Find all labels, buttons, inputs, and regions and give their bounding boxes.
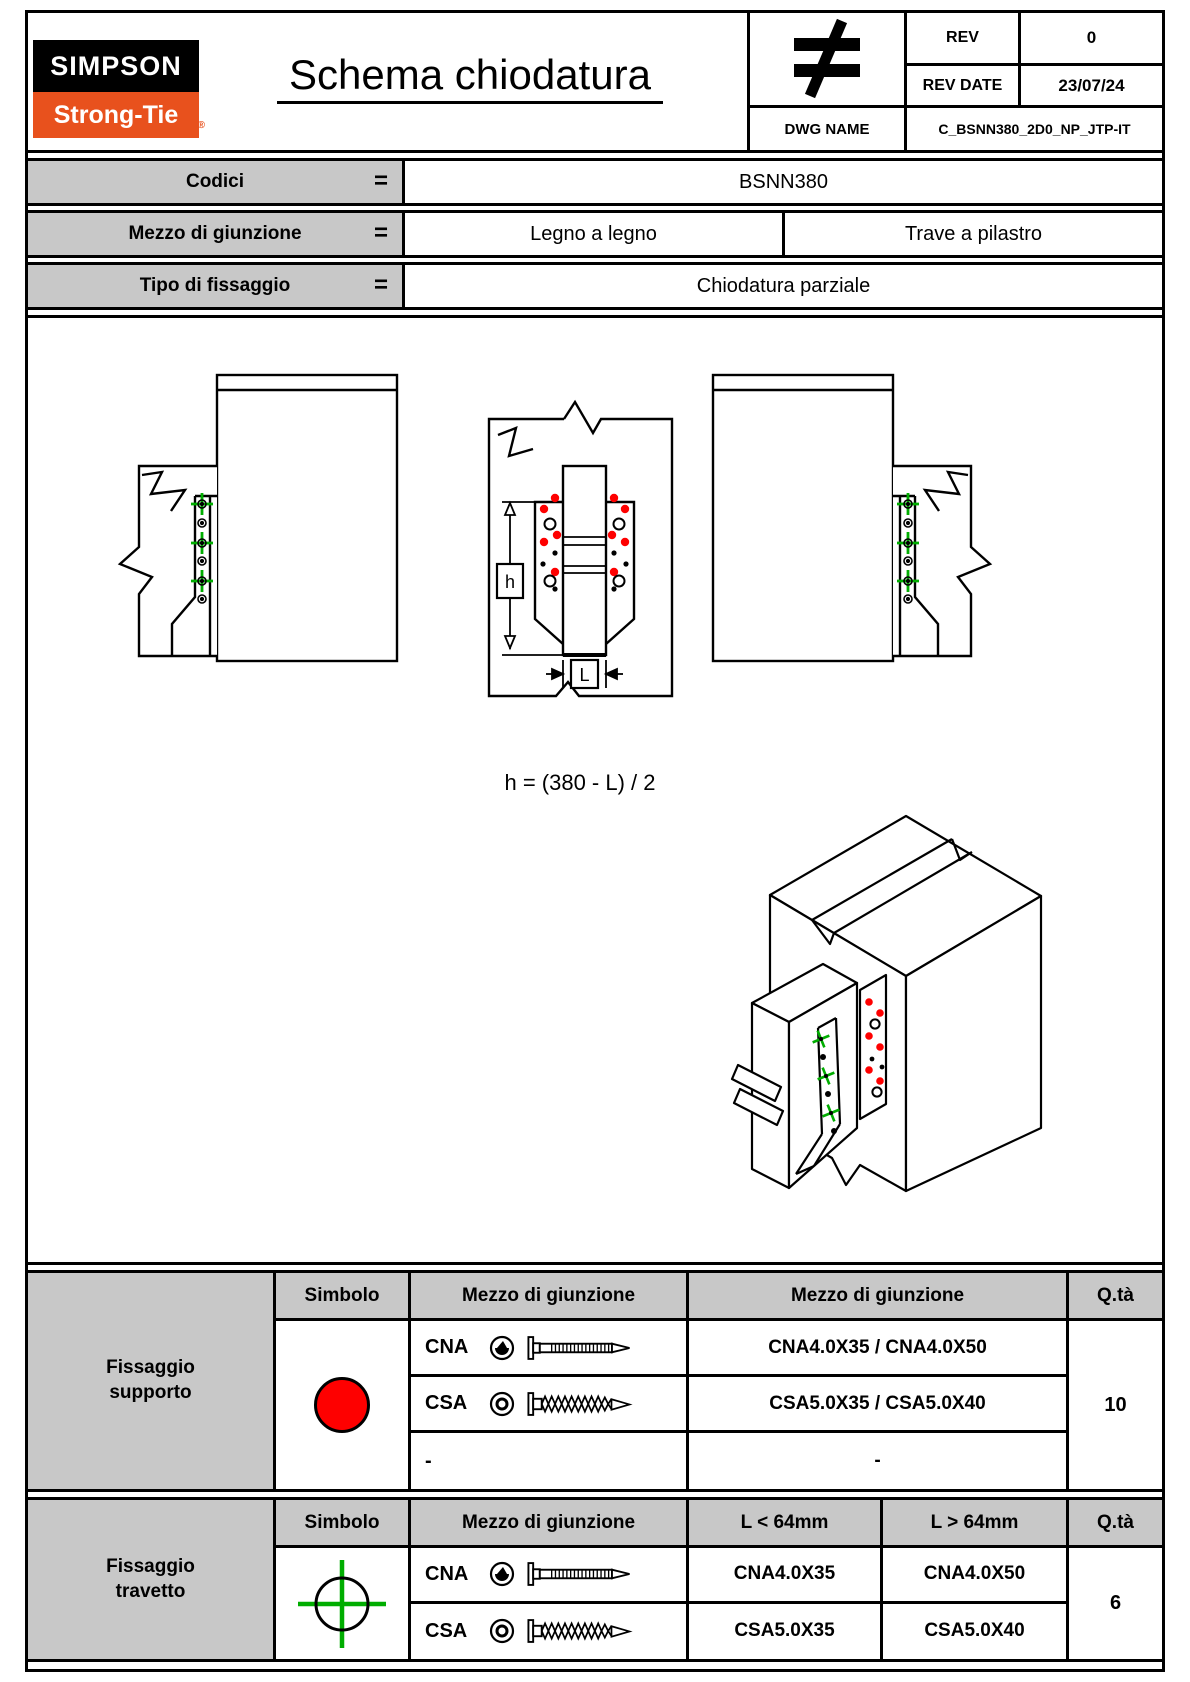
csa-l-large: CSA5.0X40 (883, 1604, 1069, 1660)
joist-fastening-table (28, 1497, 1162, 1662)
csa-fastener-cell (411, 1377, 689, 1433)
page-title: Schema chiodatura (277, 51, 663, 104)
info-row-codici (28, 158, 1162, 206)
equals-sign: = (373, 167, 388, 195)
cna-fastener-cell (411, 1321, 689, 1377)
support-row-label-cell: Fissaggio supporto (28, 1273, 276, 1489)
cna-code: CNA (425, 1562, 469, 1585)
rev-date-value: 23/07/24 (1018, 66, 1162, 108)
logo-simpson: SIMPSON (33, 40, 199, 92)
rev-value: 0 (1018, 13, 1162, 66)
col-header-simbolo: Simbolo (276, 1273, 411, 1321)
dwg-name-label: DWG NAME (784, 120, 870, 138)
registered-mark: ® (197, 120, 205, 131)
joist-qty: 6 (1109, 1592, 1122, 1614)
product-info (28, 158, 1162, 310)
col-header-fastener: Mezzo di giunzione (411, 1500, 689, 1548)
rev-date-label: REV DATE (904, 66, 1018, 108)
height-formula: h = (380 - L) / 2 (504, 770, 656, 795)
simpson-strongtie-logo (33, 40, 205, 138)
support-qty: 10 (1104, 1393, 1127, 1416)
cna-drive-icon (489, 1335, 515, 1361)
col-header-qty: Q.tà (1069, 1273, 1162, 1321)
codici-value: BSNN380 (739, 170, 828, 193)
col-header-name: Mezzo di giunzione (689, 1273, 1069, 1321)
logo-strongtie: Strong-Tie ® (33, 92, 199, 138)
csa-drive-icon (489, 1391, 515, 1417)
col-header-simbolo: Simbolo (276, 1500, 411, 1548)
isometric-view (650, 776, 1080, 1196)
mezzo-value-2: Trave a pilastro (782, 213, 1162, 255)
cna-name: CNA4.0X35 / CNA4.0X50 (689, 1321, 1069, 1377)
col-header-l-large: L > 64mm (883, 1500, 1069, 1548)
tipo-label-cell: Tipo di fissaggio = (28, 265, 405, 307)
screw-icon (527, 1618, 639, 1644)
csa-name: CSA5.0X35 / CSA5.0X40 (689, 1377, 1069, 1433)
red-dot-symbol (314, 1377, 370, 1433)
rev-label: REV (904, 13, 1018, 66)
green-crosshair-symbol (294, 1556, 390, 1652)
screw-icon (527, 1391, 639, 1417)
csa-drive-icon (489, 1618, 515, 1644)
csa-code: CSA (425, 1392, 468, 1414)
support-symbol-cell (276, 1321, 411, 1489)
col-header-fastener: Mezzo di giunzione (411, 1273, 689, 1321)
info-row-tipo (28, 262, 1162, 310)
info-row-mezzo (28, 210, 1162, 258)
cna-drive-icon (489, 1561, 515, 1587)
csa-fastener-cell (411, 1604, 689, 1660)
page-frame (25, 10, 1165, 1672)
cna-code: CNA (425, 1336, 469, 1358)
equals-sign: = (373, 271, 388, 299)
cna-l-small: CNA4.0X35 (689, 1548, 883, 1604)
side-view-right (672, 364, 1012, 704)
revision-block (747, 13, 1162, 150)
annular-nail-icon (527, 1561, 639, 1587)
equals-sign: = (373, 219, 388, 247)
dash: - (425, 1449, 432, 1472)
side-view-left (98, 364, 438, 704)
not-equal-icon (750, 13, 904, 108)
col-header-l-small: L < 64mm (689, 1500, 883, 1548)
front-view (458, 352, 678, 702)
empty-name-cell: - (689, 1433, 1069, 1489)
col-header-qty: Q.tà (1069, 1500, 1162, 1548)
dim-h-label: h (504, 572, 516, 592)
joist-symbol-cell (276, 1548, 411, 1659)
title-area (28, 13, 747, 150)
title-block (28, 13, 1162, 153)
cna-fastener-cell (411, 1548, 689, 1604)
annular-nail-icon (527, 1335, 639, 1361)
support-fastening-table (28, 1270, 1162, 1492)
cna-l-large: CNA4.0X50 (883, 1548, 1069, 1604)
drawing-area (28, 315, 1162, 1265)
csa-l-small: CSA5.0X35 (689, 1604, 883, 1660)
joist-row-label-cell: Fissaggio travetto (28, 1500, 276, 1659)
csa-code: CSA (425, 1619, 468, 1642)
mezzo-label-cell: Mezzo di giunzione = (28, 213, 405, 255)
dwg-name-value: C_BSNN380_2D0_NP_JTP-IT (904, 108, 1162, 150)
mezzo-value-1: Legno a legno (530, 222, 657, 245)
tipo-value: Chiodatura parziale (696, 274, 871, 297)
dim-l-label: L (579, 665, 590, 685)
codici-label-cell: Codici = (28, 161, 405, 203)
empty-fastener-cell (411, 1433, 689, 1489)
